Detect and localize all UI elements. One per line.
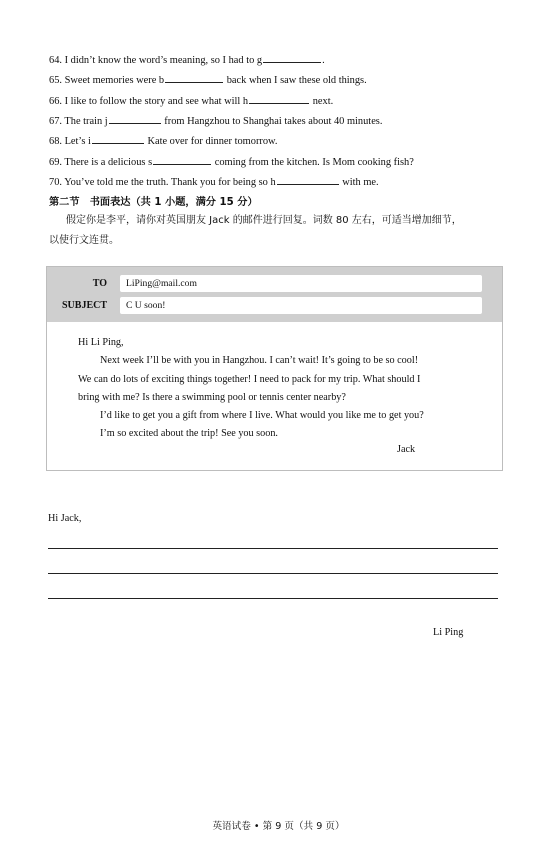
question-69: 69. There is a delicious s coming from the kitchen. Is Mom cooking fish? [49, 154, 414, 169]
answer-line[interactable] [48, 548, 498, 549]
to-label: TO [92, 278, 107, 289]
answer-line[interactable] [48, 573, 498, 574]
question-70: 70. You’ve told me the truth. Thank you for being so h with me. [49, 174, 379, 189]
question-66: 66. I like to follow the story and see what will h next. [49, 93, 333, 108]
email-header [47, 267, 502, 322]
reply-signature: Li Ping [433, 627, 464, 638]
answer-blank[interactable] [277, 174, 339, 185]
email-greeting: Hi Li Ping, [78, 337, 124, 348]
answer-blank[interactable] [92, 133, 144, 144]
answer-blank[interactable] [165, 72, 223, 83]
subject-field[interactable]: C U soon! [120, 297, 482, 314]
email-box [46, 266, 503, 471]
subject-label: SUBJECT [61, 300, 107, 311]
email-body-line: I’d like to get you a gift from where I live. What would you like me to get you? [100, 410, 424, 421]
to-field[interactable]: LiPing@mail.com [120, 275, 482, 292]
reply-greeting: Hi Jack, [48, 513, 82, 524]
answer-blank[interactable] [249, 93, 309, 104]
answer-blank[interactable] [109, 113, 161, 124]
answer-line[interactable] [48, 598, 498, 599]
writing-prompt: 假定你是李平，请你对英国朋友 Jack 的邮件进行回复。词数 80 左右，可适当增加细节， [66, 215, 462, 226]
email-signature: Jack [397, 444, 416, 455]
writing-prompt-continued: 以使行文连贯。 [49, 235, 119, 246]
email-body-line: We can do lots of exciting things together! I need to pack for my trip. What should I [78, 374, 421, 385]
email-body-line: Next week I’ll be with you in Hangzhou. I can’t wait! It’s going to be so cool! [100, 355, 419, 366]
email-body-line: I’m so excited about the trip! See you soon. [100, 428, 278, 439]
question-65: 65. Sweet memories were b back when I saw these old things. [49, 72, 367, 87]
section-title: 第二节 书面表达（共 1 小题，满分 15 分） [49, 197, 258, 208]
answer-blank[interactable] [263, 52, 321, 63]
page-footer: 英语试卷 • 第 9 页（共 9 页） [212, 821, 345, 832]
question-67: 67. The train j from Hangzhou to Shanghai takes about 40 minutes. [49, 113, 382, 128]
question-64: 64. I didn’t know the word’s meaning, so I had to g . [49, 52, 325, 67]
answer-blank[interactable] [153, 154, 211, 165]
email-body-line: bring with me? Is there a swimming pool or tennis center nearby? [78, 392, 346, 403]
question-68: 68. Let’s i Kate over for dinner tomorrow. [49, 133, 278, 148]
